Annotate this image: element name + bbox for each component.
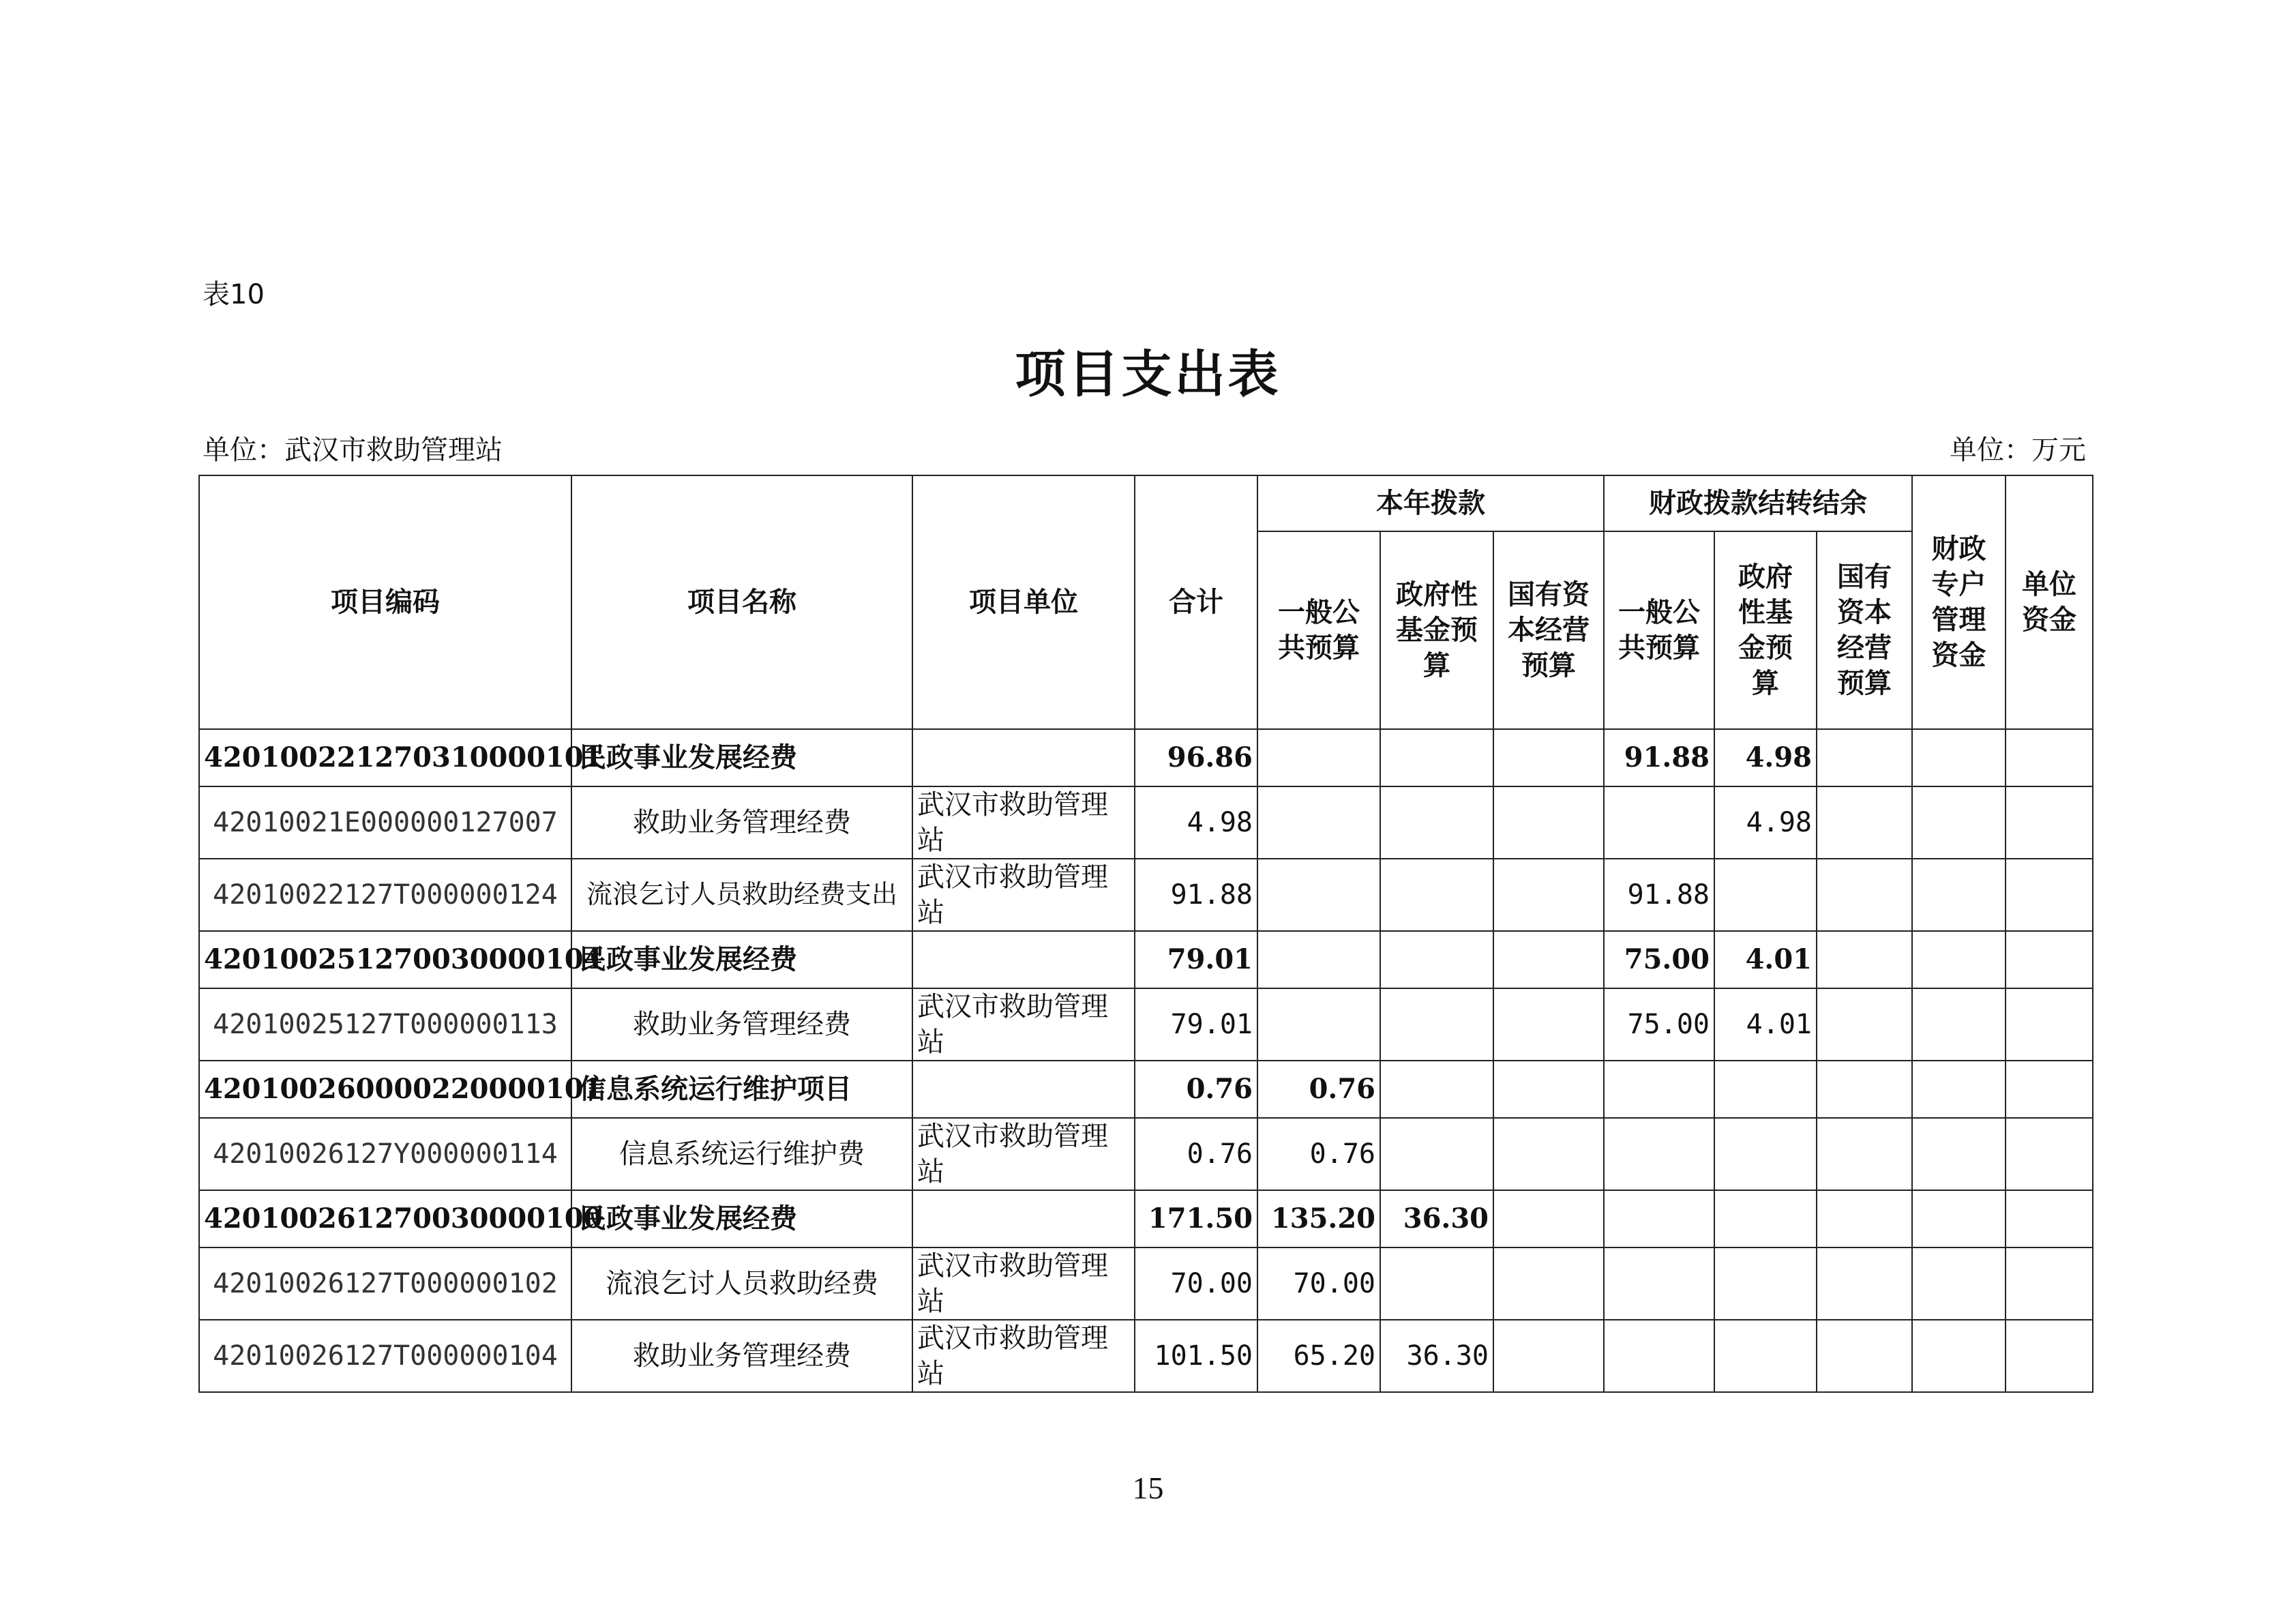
cell-cy-general: 70.00 bbox=[1257, 1247, 1380, 1320]
header-carryover-group: 财政拨款结转结余 bbox=[1604, 475, 1912, 531]
page-number: 15 bbox=[1132, 1471, 1164, 1505]
cell-unit-fund bbox=[2006, 931, 2093, 988]
cell-special-fund bbox=[1912, 1190, 2006, 1247]
header-total: 合计 bbox=[1135, 475, 1257, 729]
table-row bbox=[199, 1118, 2093, 1190]
cell-co-state-capital bbox=[1817, 729, 1912, 786]
cell-co-state-capital bbox=[1817, 1061, 1912, 1118]
cell-co-state-capital bbox=[1817, 988, 1912, 1061]
cell-code: 42010021E000000127007 bbox=[199, 786, 571, 859]
cell-co-general: 91.88 bbox=[1604, 729, 1714, 786]
cell-co-general bbox=[1604, 1190, 1714, 1247]
cell-cy-state-capital bbox=[1493, 988, 1604, 1061]
cell-co-gov-fund bbox=[1714, 1190, 1817, 1247]
cell-cy-state-capital bbox=[1493, 1118, 1604, 1190]
cell-special-fund bbox=[1912, 988, 2006, 1061]
cell-co-state-capital bbox=[1817, 1190, 1912, 1247]
cell-unit: 武汉市救助管理站 bbox=[912, 859, 1135, 931]
cell-cy-gov-fund bbox=[1380, 859, 1493, 931]
header-cy-gov-fund-text: 政府性基金预算 bbox=[1396, 579, 1478, 681]
cell-cy-gov-fund bbox=[1380, 931, 1493, 988]
table-row bbox=[199, 1247, 2093, 1320]
currency-unit: 单位：万元 bbox=[1950, 434, 2086, 466]
cell-co-general bbox=[1604, 1247, 1714, 1320]
header-name: 项目名称 bbox=[571, 475, 912, 729]
table-label: 表10 bbox=[203, 279, 265, 310]
cell-co-state-capital bbox=[1817, 931, 1912, 988]
table-row bbox=[199, 1061, 2093, 1118]
cell-code: 42010026127T000000102 bbox=[199, 1247, 571, 1320]
cell-cy-state-capital bbox=[1493, 1320, 1604, 1392]
header-cy-gov-fund bbox=[1380, 531, 1493, 729]
cell-co-gov-fund: 4.01 bbox=[1714, 931, 1817, 988]
page-title: 项目支出表 bbox=[1015, 345, 1281, 404]
header-special-fund-text: 财政专户管理资金 bbox=[1931, 533, 1986, 671]
cell-co-gov-fund bbox=[1714, 1320, 1817, 1392]
cell-co-state-capital bbox=[1817, 859, 1912, 931]
cell-cy-state-capital bbox=[1493, 786, 1604, 859]
cell-cy-gov-fund bbox=[1380, 1118, 1493, 1190]
cell-cy-general: 135.20 bbox=[1257, 1190, 1380, 1247]
cell-total: 91.88 bbox=[1135, 859, 1257, 931]
cell-unit bbox=[912, 729, 1135, 786]
cell-cy-gov-fund bbox=[1380, 786, 1493, 859]
cell-name: 救助业务管理经费 bbox=[571, 988, 912, 1061]
cell-total: 79.01 bbox=[1135, 931, 1257, 988]
cell-special-fund bbox=[1912, 1061, 2006, 1118]
cell-co-general bbox=[1604, 1118, 1714, 1190]
cell-unit-fund bbox=[2006, 729, 2093, 786]
header-co-gov-fund-text: 政府性基金预算 bbox=[1738, 561, 1793, 699]
cell-total: 0.76 bbox=[1135, 1061, 1257, 1118]
cell-total: 79.01 bbox=[1135, 988, 1257, 1061]
cell-co-state-capital bbox=[1817, 1320, 1912, 1392]
header-co-general-text: 一般公共预算 bbox=[1618, 597, 1700, 664]
header-co-state-capital-text: 国有资本经营预算 bbox=[1837, 561, 1892, 699]
cell-code: 420100251270030000104 bbox=[199, 931, 571, 988]
cell-cy-state-capital bbox=[1493, 931, 1604, 988]
cell-co-gov-fund: 4.98 bbox=[1714, 729, 1817, 786]
table-row bbox=[199, 988, 2093, 1061]
cell-unit: 武汉市救助管理站 bbox=[912, 786, 1135, 859]
cell-unit bbox=[912, 931, 1135, 988]
cell-code: 420100260000220000101 bbox=[199, 1061, 571, 1118]
cell-cy-gov-fund: 36.30 bbox=[1380, 1320, 1493, 1392]
header-current-year-group: 本年拨款 bbox=[1257, 475, 1604, 531]
header-cy-state-capital bbox=[1493, 531, 1604, 729]
cell-total: 171.50 bbox=[1135, 1190, 1257, 1247]
cell-co-gov-fund bbox=[1714, 1247, 1817, 1320]
header-code: 项目编码 bbox=[199, 475, 571, 729]
cell-unit-fund bbox=[2006, 1190, 2093, 1247]
cell-code: 420100261270030000100 bbox=[199, 1190, 571, 1247]
cell-co-general: 75.00 bbox=[1604, 988, 1714, 1061]
cell-cy-state-capital bbox=[1493, 729, 1604, 786]
cell-co-general bbox=[1604, 1320, 1714, 1392]
cell-name: 信息系统运行维护费 bbox=[571, 1118, 912, 1190]
cell-co-gov-fund: 4.01 bbox=[1714, 988, 1817, 1061]
cell-cy-general bbox=[1257, 729, 1380, 786]
cell-unit: 武汉市救助管理站 bbox=[912, 988, 1135, 1061]
cell-co-gov-fund: 4.98 bbox=[1714, 786, 1817, 859]
cell-code: 420100221270310000101 bbox=[199, 729, 571, 786]
cell-cy-state-capital bbox=[1493, 1247, 1604, 1320]
header-special-fund bbox=[1912, 475, 2006, 729]
cell-name: 民政事业发展经费 bbox=[571, 729, 912, 786]
table-row bbox=[199, 1320, 2093, 1392]
table-row bbox=[199, 729, 2093, 786]
header-unit-fund-text: 单位资金 bbox=[2022, 569, 2077, 636]
table-body bbox=[199, 729, 2093, 1392]
cell-unit bbox=[912, 1190, 1135, 1247]
cell-cy-gov-fund bbox=[1380, 988, 1493, 1061]
header-co-state-capital bbox=[1817, 531, 1912, 729]
cell-special-fund bbox=[1912, 1247, 2006, 1320]
cell-unit-fund bbox=[2006, 1320, 2093, 1392]
cell-special-fund bbox=[1912, 1320, 2006, 1392]
header-cy-general bbox=[1257, 531, 1380, 729]
table-row bbox=[199, 1190, 2093, 1247]
cell-cy-general bbox=[1257, 786, 1380, 859]
cell-special-fund bbox=[1912, 1118, 2006, 1190]
cell-co-gov-fund bbox=[1714, 859, 1817, 931]
cell-co-state-capital bbox=[1817, 786, 1912, 859]
cell-co-state-capital bbox=[1817, 1118, 1912, 1190]
reporting-unit: 单位：武汉市救助管理站 bbox=[203, 434, 503, 466]
cell-total: 0.76 bbox=[1135, 1118, 1257, 1190]
cell-cy-state-capital bbox=[1493, 1061, 1604, 1118]
cell-code: 42010025127T000000113 bbox=[199, 988, 571, 1061]
cell-code: 42010026127T000000104 bbox=[199, 1320, 571, 1392]
header-co-general bbox=[1604, 531, 1714, 729]
cell-cy-general: 0.76 bbox=[1257, 1118, 1380, 1190]
cell-co-general bbox=[1604, 1061, 1714, 1118]
cell-cy-general bbox=[1257, 931, 1380, 988]
cell-cy-general bbox=[1257, 988, 1380, 1061]
cell-total: 96.86 bbox=[1135, 729, 1257, 786]
cell-unit-fund bbox=[2006, 859, 2093, 931]
cell-total: 101.50 bbox=[1135, 1320, 1257, 1392]
cell-total: 4.98 bbox=[1135, 786, 1257, 859]
cell-special-fund bbox=[1912, 786, 2006, 859]
cell-co-gov-fund bbox=[1714, 1061, 1817, 1118]
cell-cy-gov-fund: 36.30 bbox=[1380, 1190, 1493, 1247]
cell-unit-fund bbox=[2006, 988, 2093, 1061]
cell-name: 流浪乞讨人员救助经费支出 bbox=[571, 859, 912, 931]
table-row bbox=[199, 786, 2093, 859]
cell-cy-gov-fund bbox=[1380, 1061, 1493, 1118]
cell-unit-fund bbox=[2006, 1247, 2093, 1320]
cell-name: 救助业务管理经费 bbox=[571, 786, 912, 859]
cell-unit: 武汉市救助管理站 bbox=[912, 1247, 1135, 1320]
cell-special-fund bbox=[1912, 859, 2006, 931]
cell-unit bbox=[912, 1061, 1135, 1118]
cell-special-fund bbox=[1912, 931, 2006, 988]
cell-name: 民政事业发展经费 bbox=[571, 931, 912, 988]
cell-cy-general: 0.76 bbox=[1257, 1061, 1380, 1118]
cell-unit-fund bbox=[2006, 786, 2093, 859]
cell-code: 42010026127Y000000114 bbox=[199, 1118, 571, 1190]
table-row bbox=[199, 859, 2093, 931]
cell-name: 信息系统运行维护项目 bbox=[571, 1061, 912, 1118]
table-row bbox=[199, 931, 2093, 988]
header-cy-state-capital-text: 国有资本经营预算 bbox=[1508, 579, 1590, 681]
cell-cy-gov-fund bbox=[1380, 1247, 1493, 1320]
cell-co-state-capital bbox=[1817, 1247, 1912, 1320]
cell-co-general: 91.88 bbox=[1604, 859, 1714, 931]
cell-unit-fund bbox=[2006, 1061, 2093, 1118]
cell-cy-state-capital bbox=[1493, 1190, 1604, 1247]
header-unit: 项目单位 bbox=[912, 475, 1135, 729]
cell-co-general: 75.00 bbox=[1604, 931, 1714, 988]
cell-co-general bbox=[1604, 786, 1714, 859]
cell-unit: 武汉市救助管理站 bbox=[912, 1118, 1135, 1190]
cell-name: 民政事业发展经费 bbox=[571, 1190, 912, 1247]
cell-code: 42010022127T000000124 bbox=[199, 859, 571, 931]
cell-special-fund bbox=[1912, 729, 2006, 786]
header-cy-general-text: 一般公共预算 bbox=[1278, 597, 1360, 664]
cell-co-gov-fund bbox=[1714, 1118, 1817, 1190]
project-expenditure-table bbox=[198, 475, 2093, 1393]
cell-cy-general bbox=[1257, 859, 1380, 931]
header-co-gov-fund bbox=[1714, 531, 1817, 729]
header-unit-fund bbox=[2006, 475, 2093, 729]
cell-cy-general: 65.20 bbox=[1257, 1320, 1380, 1392]
cell-cy-state-capital bbox=[1493, 859, 1604, 931]
cell-total: 70.00 bbox=[1135, 1247, 1257, 1320]
cell-unit-fund bbox=[2006, 1118, 2093, 1190]
cell-name: 流浪乞讨人员救助经费 bbox=[571, 1247, 912, 1320]
cell-cy-gov-fund bbox=[1380, 729, 1493, 786]
cell-name: 救助业务管理经费 bbox=[571, 1320, 912, 1392]
cell-unit: 武汉市救助管理站 bbox=[912, 1320, 1135, 1392]
